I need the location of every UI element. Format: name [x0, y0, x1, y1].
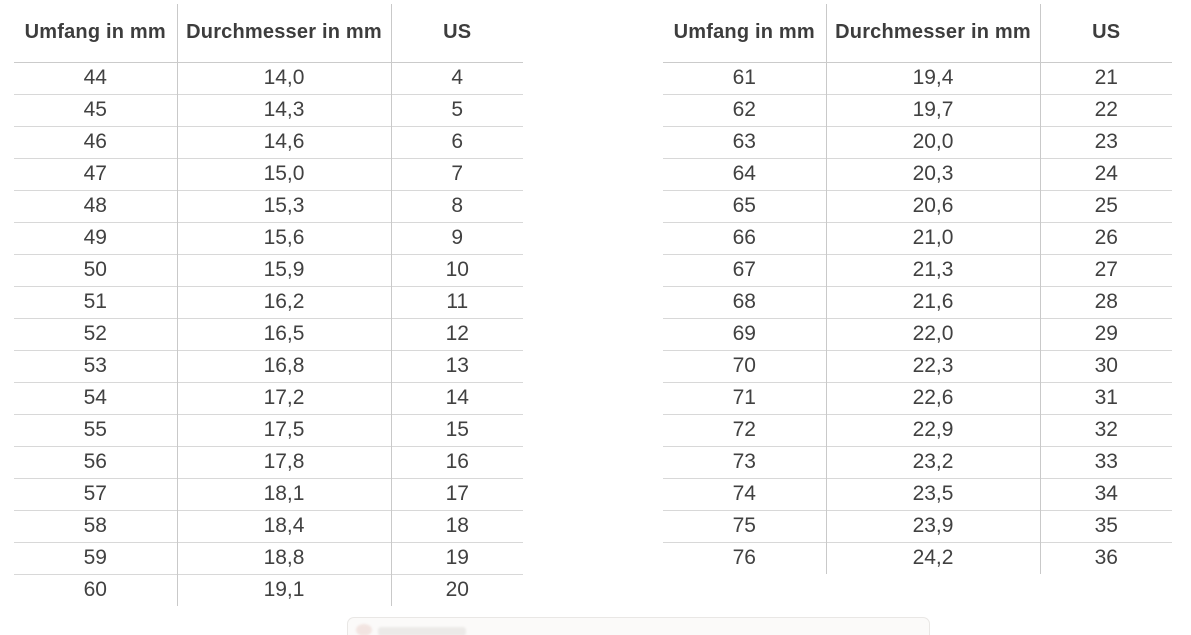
table-row [14, 350, 523, 382]
table-cell: 8 [391, 190, 523, 222]
table-cell: 51 [14, 286, 177, 318]
table-row [14, 382, 523, 414]
table-row [663, 414, 1172, 446]
table-cell: 45 [14, 94, 177, 126]
table-cell: 61 [732, 66, 756, 89]
table-row [663, 510, 1172, 542]
table-cell: 68 [663, 286, 826, 318]
table-cell: 16,2 [177, 286, 391, 318]
table-cell: 32 [1040, 414, 1172, 446]
table-cell: 55 [14, 414, 177, 446]
table-cell: 67 [663, 254, 826, 286]
table-cell: 20 [391, 574, 523, 606]
table-cell: 23,5 [826, 478, 1040, 510]
table-cell: 29 [1040, 318, 1172, 350]
table-cell: 66 [663, 222, 826, 254]
table-cell: 17,2 [177, 382, 391, 414]
table-row [663, 478, 1172, 510]
table-cell: 72 [663, 414, 826, 446]
table-row [14, 190, 523, 222]
table-cell: 17,5 [177, 414, 391, 446]
table-cell: 19,1 [177, 574, 391, 606]
table-cell: 73 [663, 446, 826, 478]
table-row [14, 286, 523, 318]
table-cell: 58 [14, 510, 177, 542]
table-row [663, 126, 1172, 158]
table-cell: 21,6 [826, 286, 1040, 318]
table-cell: 14 [391, 382, 523, 414]
table-row [14, 414, 523, 446]
table-cell: 16,5 [177, 318, 391, 350]
table-row [14, 446, 523, 478]
table-cell: 13 [391, 350, 523, 382]
table-cell: 71 [663, 382, 826, 414]
table-cell: 16,8 [177, 350, 391, 382]
table-cell: 4 [391, 62, 523, 94]
table-header-row [14, 4, 523, 62]
table-cell: 24,2 [826, 542, 1040, 574]
table-cell: 36 [1040, 542, 1172, 574]
table-cell: 5 [391, 94, 523, 126]
table-header-row [663, 4, 1172, 62]
table-cell: 14,6 [177, 126, 391, 158]
table-cell: 44 [83, 66, 107, 89]
table-cell: 74 [663, 478, 826, 510]
table-cell: 28 [1040, 286, 1172, 318]
table-cell: 35 [1040, 510, 1172, 542]
table-cell: 69 [663, 318, 826, 350]
table-row [663, 158, 1172, 190]
table-cell: 24 [1040, 158, 1172, 190]
table-row [14, 542, 523, 574]
table-cell: 9 [391, 222, 523, 254]
table-cell: 18,4 [177, 510, 391, 542]
faint-icon [356, 624, 372, 635]
table-row [14, 318, 523, 350]
table-cell: 25 [1040, 190, 1172, 222]
table-cell: 19 [391, 542, 523, 574]
table-cell: 15,0 [177, 158, 391, 190]
column-header-umfang: Umfang in mm [663, 4, 826, 62]
table-cell: 10 [391, 254, 523, 286]
table-cell: 15 [391, 414, 523, 446]
table-row [663, 62, 1172, 94]
table-cell: 34 [1040, 478, 1172, 510]
table-cell: 48 [14, 190, 177, 222]
table-cell: 23 [1040, 126, 1172, 158]
table-cell: 18,8 [177, 542, 391, 574]
table-row [663, 542, 1172, 574]
table-cell: 18 [391, 510, 523, 542]
faint-illegible-text [378, 627, 466, 635]
table-cell: 17 [391, 478, 523, 510]
column-header-us: US [391, 4, 523, 62]
ring-size-table-left [14, 4, 523, 606]
column-header-us: US [1040, 4, 1172, 62]
table-cell: 14,0 [177, 62, 391, 94]
table-cell: 62 [663, 94, 826, 126]
table-row [14, 126, 523, 158]
table-row [663, 382, 1172, 414]
table-cell: 20,0 [826, 126, 1040, 158]
table-row [663, 350, 1172, 382]
table-cell: 11 [391, 286, 523, 318]
table-cell: 27 [1040, 254, 1172, 286]
table-cell: 60 [14, 574, 177, 606]
table-row [663, 318, 1172, 350]
table-row [663, 222, 1172, 254]
table-row [663, 190, 1172, 222]
table-cell: 17,8 [177, 446, 391, 478]
table-cell: 57 [14, 478, 177, 510]
table-cell: 23,2 [826, 446, 1040, 478]
table-cell: 20,3 [826, 158, 1040, 190]
table-row [14, 254, 523, 286]
table-cell: 6 [391, 126, 523, 158]
table-cell: 49 [14, 222, 177, 254]
table-cell: 15,9 [177, 254, 391, 286]
table-row [14, 62, 523, 94]
table-row [14, 222, 523, 254]
table-cell: 19,7 [826, 94, 1040, 126]
table-row [14, 478, 523, 510]
table-cell: 19,4 [826, 62, 1040, 94]
table-cell: 21 [1040, 62, 1172, 94]
table-cell: 70 [663, 350, 826, 382]
table-row [14, 510, 523, 542]
table-cell: 18,1 [177, 478, 391, 510]
ring-size-table-right [663, 4, 1172, 574]
column-header-durchmesser: Durchmesser in mm [826, 4, 1040, 62]
table-cell: 22,3 [826, 350, 1040, 382]
table-row [663, 286, 1172, 318]
table-row [14, 574, 523, 606]
table-cell: 15,6 [177, 222, 391, 254]
table-cell: 47 [14, 158, 177, 190]
column-header-umfang: Umfang in mm [14, 4, 177, 62]
table-cell: 31 [1040, 382, 1172, 414]
column-header-durchmesser: Durchmesser in mm [177, 4, 391, 62]
table-cell: 50 [14, 254, 177, 286]
table-cell: 64 [663, 158, 826, 190]
table-cell: 22 [1040, 94, 1172, 126]
table-cell: 56 [14, 446, 177, 478]
table-cell: 65 [663, 190, 826, 222]
table-cell: 21,0 [826, 222, 1040, 254]
table-row [14, 158, 523, 190]
table-row [663, 94, 1172, 126]
table-cell: 76 [663, 542, 826, 574]
table-cell: 54 [14, 382, 177, 414]
table-cell: 15,3 [177, 190, 391, 222]
table-cell: 26 [1040, 222, 1172, 254]
table-cell: 7 [391, 158, 523, 190]
table-cell: 20,6 [826, 190, 1040, 222]
table-cell: 22,9 [826, 414, 1040, 446]
table-cell: 21,3 [826, 254, 1040, 286]
table-row [663, 446, 1172, 478]
table-cell: 52 [14, 318, 177, 350]
table-row [14, 94, 523, 126]
table-cell: 23,9 [826, 510, 1040, 542]
table-cell: 33 [1040, 446, 1172, 478]
table-cell: 53 [14, 350, 177, 382]
table-cell: 59 [14, 542, 177, 574]
table-cell: 22,6 [826, 382, 1040, 414]
cut-off-bottom-overlay [347, 617, 930, 635]
table-cell: 30 [1040, 350, 1172, 382]
table-cell: 22,0 [826, 318, 1040, 350]
table-cell: 12 [391, 318, 523, 350]
table-row [663, 254, 1172, 286]
table-cell: 14,3 [177, 94, 391, 126]
table-cell: 16 [391, 446, 523, 478]
table-cell: 75 [663, 510, 826, 542]
table-cell: 63 [663, 126, 826, 158]
table-cell: 46 [14, 126, 177, 158]
